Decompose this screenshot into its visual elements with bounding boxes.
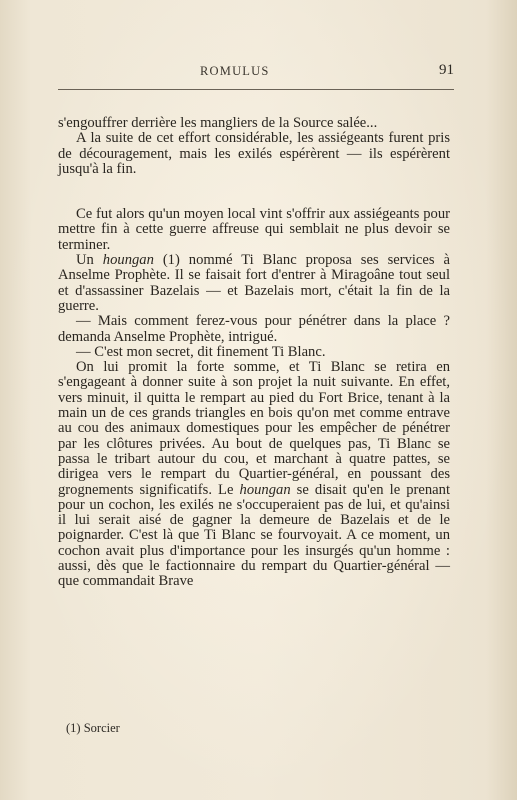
body-text — [58, 116, 450, 590]
paragraph-text: (1) nommé Ti Blanc proposa ses services à Anselme Prophète. Il se faisait fort d'entrer à Miragoâne tout seul et d'assassiner Bazelais — et Bazelais mort, c'était la fin de la guerre. — [58, 252, 450, 314]
page-header — [58, 62, 454, 82]
header-rule — [58, 89, 454, 90]
paragraph-text: se disait qu'en le prenant pour un cochon, les exilés ne s'occuperaient pas de lui, et qu'ainsi il lui serait aisé de gagner la demeure de Bazelais et de le poignarder. C'est là que Ti Blanc se fourvoyait. A ce moment, un cochon avait plus d'importance pour les insurgés qu'un homme : aussi, dès que le factionnaire du rempart du Quartier-général — que commandait Brave — [58, 481, 450, 590]
italic-term-houngan: houngan — [239, 481, 291, 498]
paragraph-text: — C'est mon secret, dit finement Ti Blanc. — [76, 343, 326, 360]
paragraph-text-lead: Un — [76, 252, 103, 269]
paragraph-text: A la suite de cet effort considérable, les assiégeants furent pris de découragement, mais les exilés espérèrent — ils espérèrent jusqu'à la fin. — [58, 130, 450, 177]
running-title: ROMULUS — [200, 64, 270, 78]
paragraph-text-lead: On lui promit la forte somme, et Ti Blanc se retira en s'engageant à donner suite à son projet la nuit suivante. En effet, vers minuit, il quitta le rempart au pied du Fort Brice, tenant à la main un de ces grands triangles en bois qu'on met comme entrave au cou des animaux domestiques pour les empêcher de pénétrer par les clôtures privées. Au bout de quelques pas, Ti Blanc se passa le tribart autour du cou, et marchant à quatre pattes, se dirigea vers le rempart du Quartier-général, en poussant des grognements significatifs. Le — [58, 359, 450, 498]
paragraph-7 — [58, 360, 450, 589]
paragraph-6 — [58, 345, 450, 360]
page-number: 91 — [439, 62, 454, 78]
paragraph-5 — [58, 314, 450, 345]
footnote: (1) Sorcier — [66, 721, 120, 735]
paragraph-1 — [58, 116, 450, 131]
paragraph-text: — Mais comment ferez-vous pour pénétrer dans la place ? demanda Anselme Prophète, intrigué. — [58, 313, 450, 345]
paragraph-text: Ce fut alors qu'un moyen local vint s'offrir aux assiégeants pour mettre fin à cette guerre affreuse qui semblait ne plus devoir se terminer. — [58, 206, 450, 253]
italic-term-houngan: houngan — [102, 252, 154, 269]
paragraph-3 — [58, 207, 450, 253]
paragraph-text: s'engouffrer derrière les mangliers de la Source salée... — [58, 115, 378, 131]
paragraph-4 — [58, 253, 450, 314]
paragraph-2 — [58, 131, 450, 177]
